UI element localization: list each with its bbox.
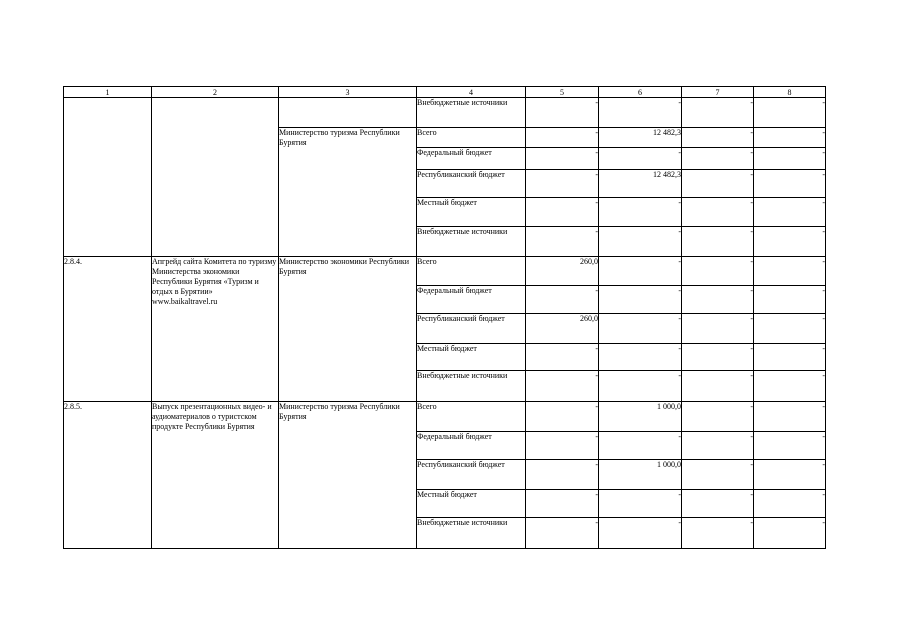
header-cell: 2 (152, 87, 279, 98)
item-number-cell: 2.8.4. (64, 257, 152, 402)
executor-cell: Министерство туризма Республики Бурятия (279, 128, 417, 257)
value-cell: - (682, 460, 754, 490)
value-cell: - (526, 518, 599, 549)
funding-source-cell: Федеральный бюджет (417, 432, 526, 460)
value-cell: - (526, 432, 599, 460)
value-cell: - (599, 227, 682, 257)
table-row (64, 98, 826, 128)
value-cell: - (682, 98, 754, 128)
value-cell: - (599, 371, 682, 402)
value-cell: - (526, 371, 599, 402)
value-cell: 260,0 (526, 257, 599, 286)
funding-source-cell: Всего (417, 128, 526, 148)
item-name-cell (152, 98, 279, 257)
value-cell: 1 000,0 (599, 460, 682, 490)
item-name-cell: Выпуск презентационных видео- и аудиоматериалов о туристском продукте Республики Бурятия (152, 402, 279, 549)
header-cell: 8 (754, 87, 826, 98)
header-cell: 6 (599, 87, 682, 98)
value-cell: - (754, 227, 826, 257)
value-cell: - (682, 314, 754, 344)
value-cell: - (599, 98, 682, 128)
header-cell: 1 (64, 87, 152, 98)
value-cell: - (754, 432, 826, 460)
value-cell: - (526, 148, 599, 170)
executor-cell: Министерство туризма Республики Бурятия (279, 402, 417, 549)
header-row (64, 87, 826, 98)
value-cell: 12 482,3 (599, 128, 682, 148)
funding-source-cell: Федеральный бюджет (417, 148, 526, 170)
header-cell: 5 (526, 87, 599, 98)
value-cell: - (754, 286, 826, 314)
table-row (64, 257, 826, 286)
item-name-cell: Апгрейд сайта Комитета по туризму Министерства экономики Республики Бурятия «Туризм и отдых в Бурятии» www.baikaltravel.ru (152, 257, 279, 402)
value-cell: - (682, 128, 754, 148)
funding-source-cell: Всего (417, 402, 526, 432)
value-cell: - (754, 148, 826, 170)
value-cell: - (599, 344, 682, 371)
funding-source-cell: Федеральный бюджет (417, 286, 526, 314)
value-cell: - (526, 98, 599, 128)
value-cell: - (526, 490, 599, 518)
header-cell: 4 (417, 87, 526, 98)
budget-table (63, 86, 826, 549)
value-cell: 260,0 (526, 314, 599, 344)
value-cell: - (526, 286, 599, 314)
item-number-cell (64, 98, 152, 257)
funding-source-cell: Местный бюджет (417, 490, 526, 518)
value-cell: - (754, 98, 826, 128)
funding-source-cell: Внебюджетные источники (417, 227, 526, 257)
value-cell: - (754, 371, 826, 402)
value-cell: - (682, 344, 754, 371)
value-cell: - (526, 460, 599, 490)
value-cell: - (599, 148, 682, 170)
value-cell: - (599, 314, 682, 344)
funding-source-cell: Местный бюджет (417, 344, 526, 371)
executor-cell (279, 98, 417, 128)
value-cell: - (599, 490, 682, 518)
value-cell: - (599, 257, 682, 286)
value-cell: - (682, 518, 754, 549)
value-cell: - (526, 170, 599, 198)
value-cell: - (754, 170, 826, 198)
value-cell: - (682, 371, 754, 402)
value-cell: - (682, 198, 754, 227)
value-cell: - (682, 170, 754, 198)
funding-source-cell: Всего (417, 257, 526, 286)
funding-source-cell: Республиканский бюджет (417, 314, 526, 344)
value-cell: - (526, 128, 599, 148)
funding-source-cell: Внебюджетные источники (417, 518, 526, 549)
funding-source-cell: Республиканский бюджет (417, 460, 526, 490)
value-cell: 12 482,3 (599, 170, 682, 198)
value-cell: - (682, 148, 754, 170)
value-cell: - (599, 198, 682, 227)
executor-cell: Министерство экономики Республики Бурятия (279, 257, 417, 402)
funding-source-cell: Местный бюджет (417, 198, 526, 227)
funding-source-cell: Республиканский бюджет (417, 170, 526, 198)
header-cell: 3 (279, 87, 417, 98)
value-cell: - (754, 402, 826, 432)
value-cell: - (754, 518, 826, 549)
value-cell: - (682, 286, 754, 314)
value-cell: - (682, 432, 754, 460)
table-row (64, 402, 826, 432)
funding-source-cell: Внебюджетные источники (417, 98, 526, 128)
value-cell: - (526, 344, 599, 371)
value-cell: - (526, 227, 599, 257)
value-cell: - (754, 314, 826, 344)
value-cell: - (682, 257, 754, 286)
table-body (64, 87, 826, 549)
value-cell: - (754, 490, 826, 518)
value-cell: 1 000,0 (599, 402, 682, 432)
value-cell: - (526, 402, 599, 432)
value-cell: - (682, 227, 754, 257)
value-cell: - (682, 402, 754, 432)
value-cell: - (754, 344, 826, 371)
value-cell: - (682, 490, 754, 518)
value-cell: - (754, 460, 826, 490)
value-cell: - (526, 198, 599, 227)
value-cell: - (599, 518, 682, 549)
value-cell: - (599, 432, 682, 460)
value-cell: - (754, 128, 826, 148)
value-cell: - (754, 257, 826, 286)
value-cell: - (599, 286, 682, 314)
funding-source-cell: Внебюджетные источники (417, 371, 526, 402)
item-number-cell: 2.8.5. (64, 402, 152, 549)
header-cell: 7 (682, 87, 754, 98)
value-cell: - (754, 198, 826, 227)
